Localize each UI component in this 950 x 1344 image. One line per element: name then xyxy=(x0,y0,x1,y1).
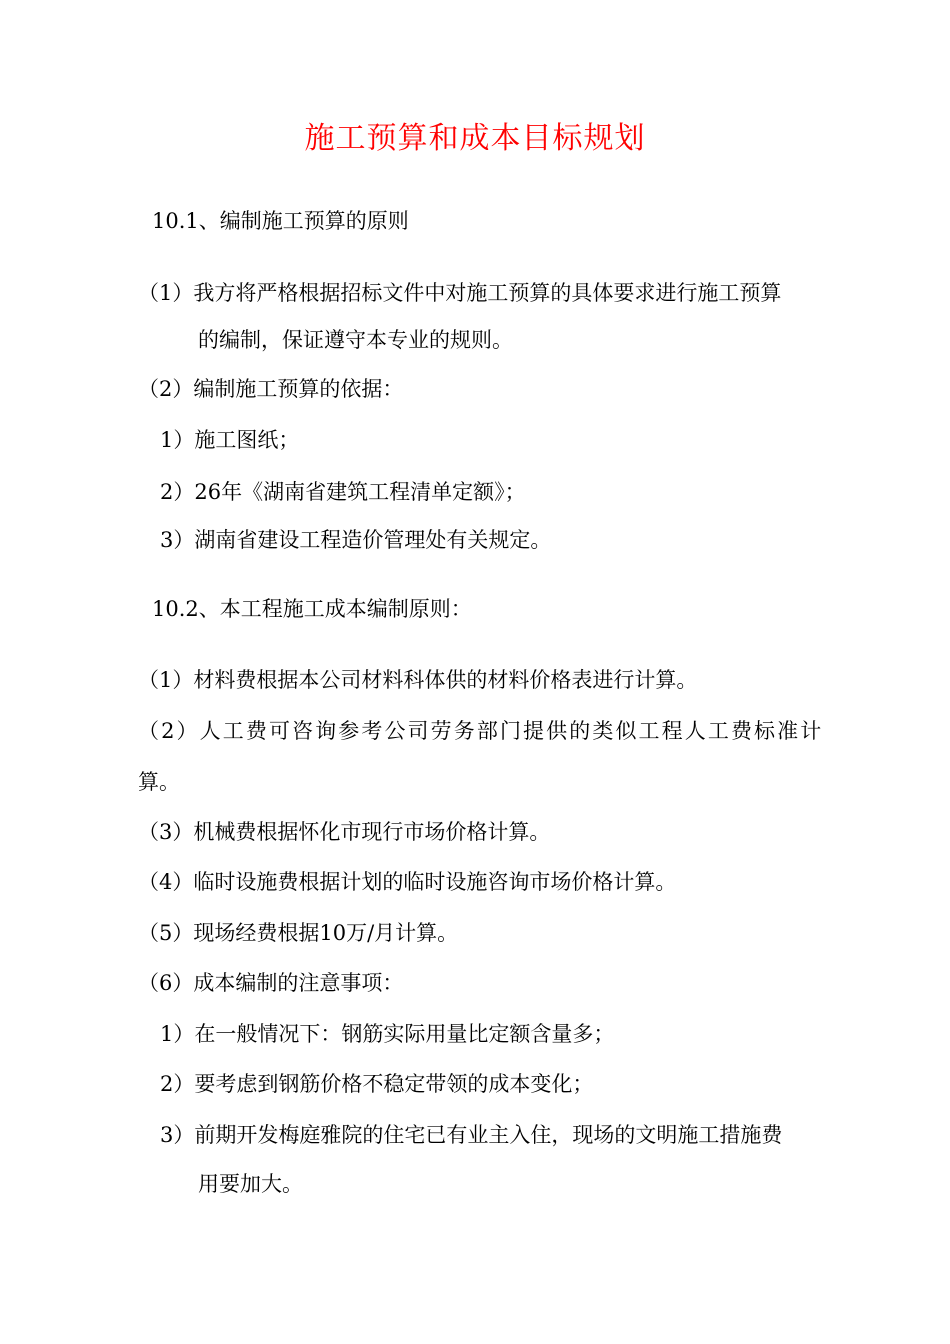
paragraph-notes: （6）成本编制的注意事项： xyxy=(138,971,404,995)
paragraph-2: （2）编制施工预算的依据： xyxy=(138,377,404,401)
paragraph-material-cost: （1）材料费根据本公司材料科体供的材料价格表进行计算。 xyxy=(138,668,698,692)
paragraph-site-expenses: （5）现场经费根据10万/月计算。 xyxy=(138,921,459,945)
paragraph-1-line-1: （1）我方将严格根据招标文件中对施工预算的具体要求进行施工预算 xyxy=(138,281,782,305)
list-item-regulations: 3）湖南省建设工程造价管理处有关规定。 xyxy=(160,528,552,552)
list-item-civilized-construction-line-2: 用要加大。 xyxy=(198,1172,303,1196)
paragraph-machinery-cost: （3）机械费根据怀化市现行市场价格计算。 xyxy=(138,820,551,844)
list-item-civilized-construction-line-1: 3）前期开发梅庭雅院的住宅已有业主入住，现场的文明施工措施费 xyxy=(160,1123,783,1147)
section-heading-10-1: 10.1、编制施工预算的原则 xyxy=(152,209,409,233)
list-item-drawings: 1）施工图纸； xyxy=(160,428,300,452)
list-item-rebar-price: 2）要考虑到钢筋价格不稳定带领的成本变化； xyxy=(160,1072,594,1096)
list-item-quota: 2）26年《湖南省建筑工程清单定额》； xyxy=(160,480,526,504)
list-item-rebar-usage: 1）在一般情况下：钢筋实际用量比定额含量多； xyxy=(160,1022,615,1046)
paragraph-labor-cost-line-2: 算。 xyxy=(138,770,180,794)
paragraph-labor-cost-line-1: （2）人工费可咨询参考公司劳务部门提供的类似工程人工费标准计 xyxy=(138,719,824,743)
section-heading-10-2: 10.2、本工程施工成本编制原则： xyxy=(152,597,472,621)
document-title: 施工预算和成本目标规划 xyxy=(304,121,646,156)
paragraph-temporary-facilities: （4）临时设施费根据计划的临时设施咨询市场价格计算。 xyxy=(138,870,677,894)
paragraph-1-line-2: 的编制，保证遵守本专业的规则。 xyxy=(198,328,513,352)
